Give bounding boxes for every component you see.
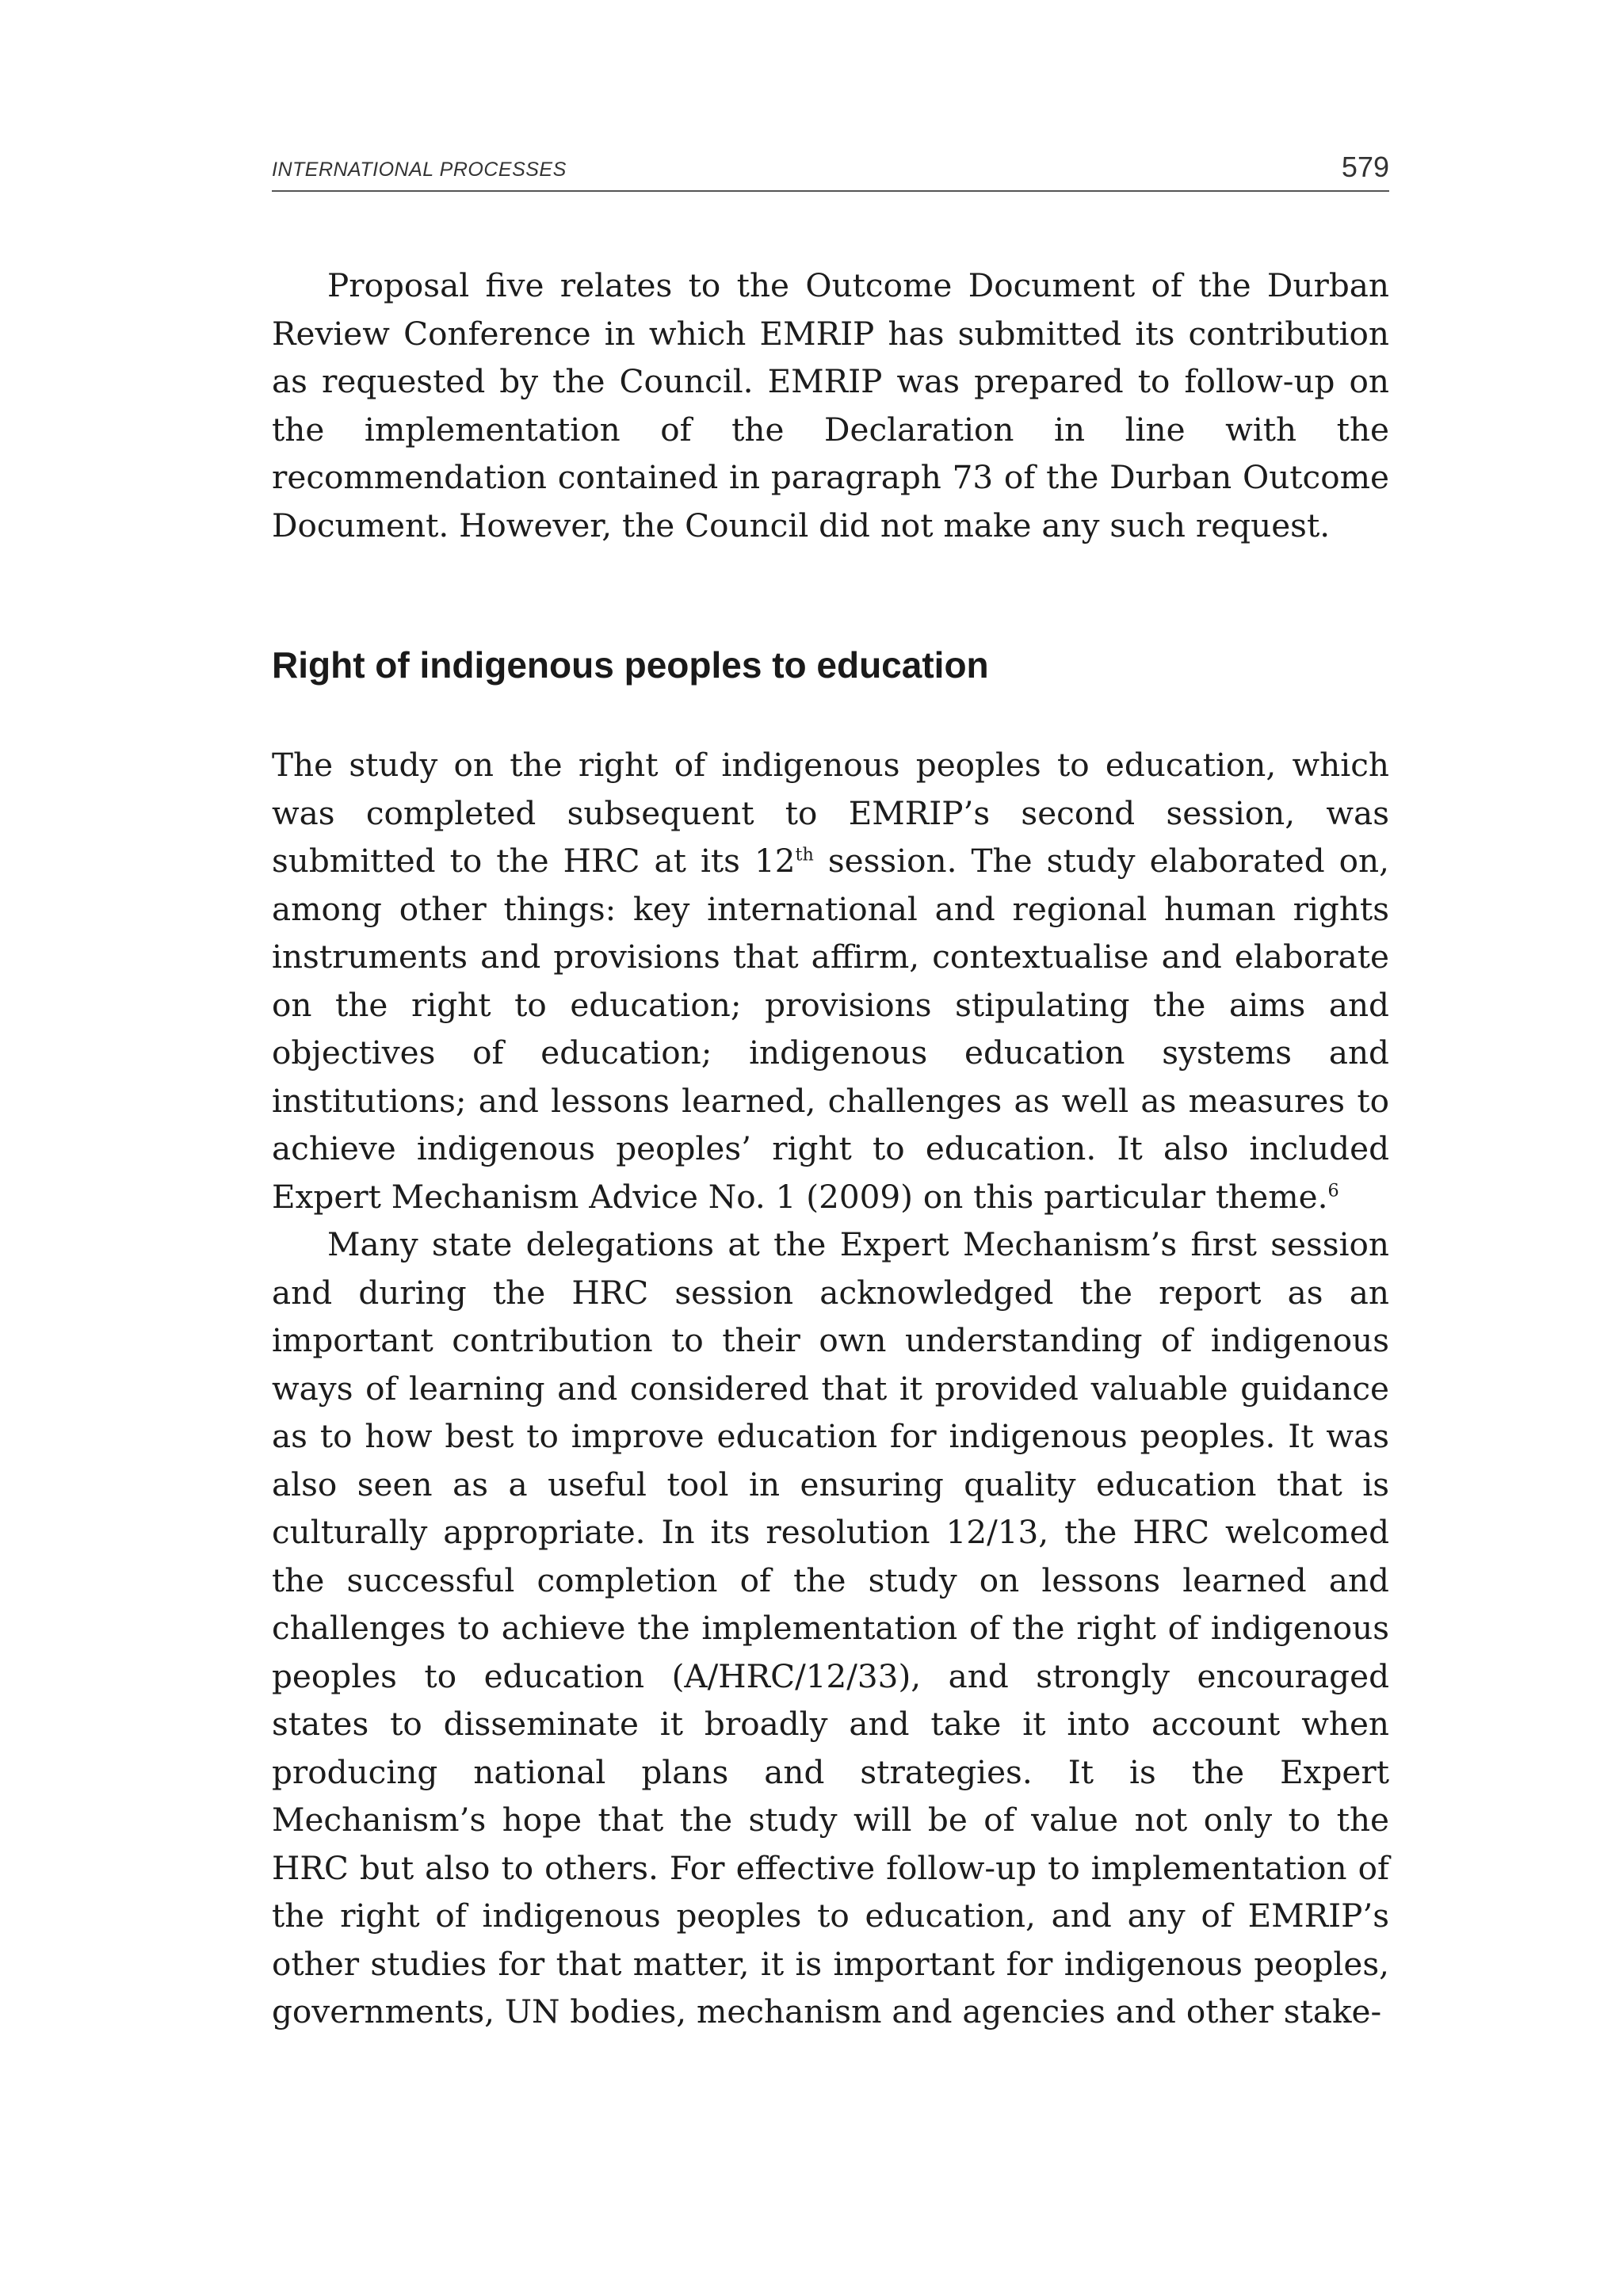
ordinal-superscript: th [795, 844, 814, 865]
body-text [272, 262, 1389, 2036]
paragraph: Proposal five relates to the Outcome Document of the Durban Review Conference in which EMRIP has submitted its contribution as requested by the Council. EMRIP was prepared to follow-up on the implementation of the Declaration in line with the recommendation contained in paragraph 73 of the Durban Outcome Document. However, the Council did not make any such request. [272, 266, 1389, 544]
paragraph: Many state delegations at the Expert Mechanism’s first session and during the HRC session acknowledged the report as an important contribution to their own understanding of indigenous ways of learning and considered that it provided valuable guidance as to how best to improve education for indigenous peoples. It was also seen as a useful tool in ensuring quality education that is culturally appropriate. In its resolution 12/13, the HRC welcomed the successful completion of the study on lessons learned and challenges to achieve the implementation of the right of indigenous peoples to education (A/HRC/12/33), and strongly encouraged states to disseminate it broadly and take it into account when producing national plans and strategies. It is the Expert Mechanism’s hope that the study will be of value not only to the HRC but also to others. For effective follow-up to implementation of the right of indigenous peoples to education, and any of EMRIP’s other studies for that matter, it is important for indigenous peoples, governments, UN bodies, mechanism and agencies and other stake- [272, 1225, 1389, 2030]
paragraph [272, 741, 1389, 1221]
paragraph-text: session. The study elaborated on, among other things: key international and regional human rights instruments and provisions that affirm, contextualise and elaborate on the right to education; provisions stipulating the aims and objectives of education; indigenous education systems and institutions; and lessons learned, challenges as well as measures to achieve indigenous peoples’ right to education. It also included Expert Mechanism Advice No. 1 (2009) on this particular theme. [272, 842, 1389, 1216]
section-heading: Right of indigenous peoples to education [272, 644, 989, 686]
section-label: INTERNATIONAL PROCESSES [272, 159, 567, 181]
paragraph-text: The study on the right of indigenous peoples to education, which was completed subsequent to EMRIP’s second session, was submitted to the HRC at its 12 [272, 746, 1389, 880]
footnote-reference[interactable]: 6 [1327, 1180, 1339, 1201]
page-number: 579 [1341, 151, 1389, 183]
running-header [272, 151, 1389, 192]
